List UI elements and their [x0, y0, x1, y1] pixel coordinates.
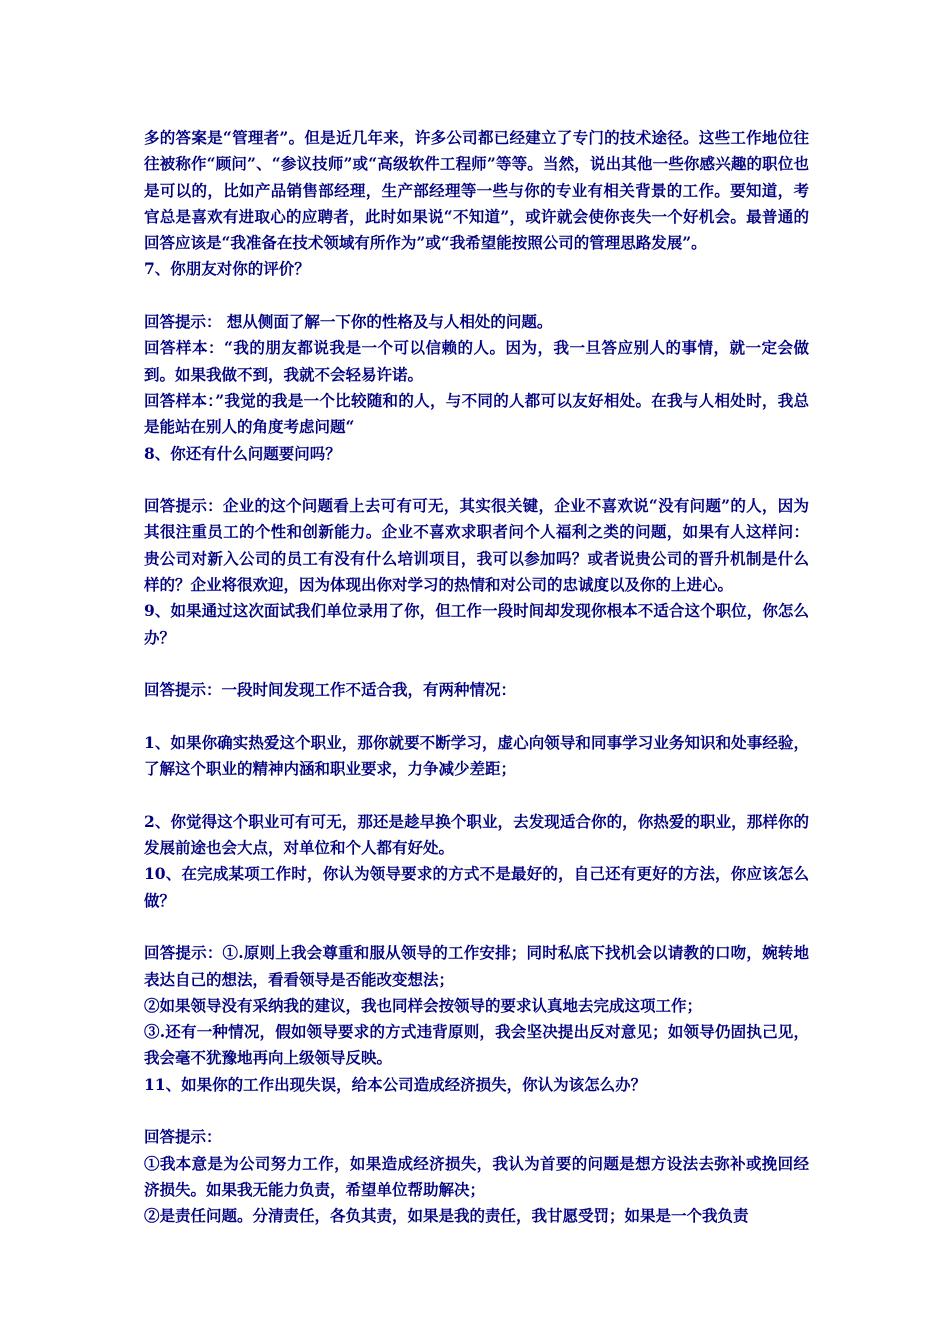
answer-sample-7a: 回答样本：“我的朋友都说我是一个可以信赖的人。因为，我一旦答应别人的事情，就一定会做到。如果我做不到，我就不会轻易许诺。 [144, 338, 809, 384]
document-page [144, 125, 809, 1229]
question-7: 7、你朋友对你的评价？ [144, 259, 310, 279]
blank-line [144, 651, 809, 677]
answer-sample-7b: 回答样本：”我觉的我是一个比较随和的人，与不同的人都可以友好相处。在我与人相处时，我总是能站在别人的角度考虑问题“ [144, 390, 809, 437]
answer-10-point-2: ②如果领导没有采纳我的建议，我也同样会按领导的要求认真地去完成这项工作； [144, 995, 703, 1015]
blank-line [144, 467, 809, 493]
answer-11-point-2: ②是责任问题。分清责任，各负其责，如果是我的责任，我甘愿受罚；如果是一个我负责 [144, 1206, 749, 1226]
answer-10-point-3: ③.还有一种情况，假如领导要求的方式违背原则，我会坚决提出反对意见；如领导仍固执己见，我会毫不犹豫地再向上级领导反映。 [144, 1022, 809, 1068]
paragraph-intro-answer: 多的答案是“管理者”。但是近几年来，许多公司都已经建立了专门的技术途径。这些工作地位往往被称作“顾问”、“参议技师”或“高级软件工程师”等等。当然，说出其他一些你感兴趣的职位也是可以的，比如产品销售部经理，生产部经理等一些与你的专业有相关背景的工作。要知道，考官总是喜欢有进取心的应聘者，此时如果说“不知道”，或许就会使你丧失一个好机会。最普通的回答应该是“我准备在技术领域有所作为”或“我希望能按照公司的管理思路发展”。 [144, 128, 809, 253]
blank-line [144, 704, 809, 730]
answer-9-point-1: 1、如果你确实热爱这个职业，那你就要不断学习，虚心向领导和同事学习业务知识和处事经验，了解这个职业的精神内涵和职业要求，力争减少差距； [144, 732, 809, 779]
question-10: 10、在完成某项工作时，你认为领导要求的方式不是最好的，自己还有更好的方法，你应该怎么做？ [144, 864, 809, 910]
blank-line [144, 782, 809, 808]
answer-hint-11-label: 回答提示： [144, 1127, 222, 1147]
question-8: 8、你还有什么问题要问吗？ [144, 443, 341, 463]
blank-line [144, 283, 809, 309]
question-11: 11、如果你的工作出现失误，给本公司造成经济损失，你认为该怎么办？ [144, 1074, 647, 1094]
answer-hint-10-point-1: 回答提示：①.原则上我会尊重和服从领导的工作安排；同时私底下找机会以请教的口吻，婉转地表达自己的想法，看看领导是否能改变想法； [144, 943, 809, 989]
answer-9-point-2: 2、你觉得这个职业可有可无，那还是趁早换个职业，去发现适合你的，你热爱的职业，那样你的发展前途也会大点，对单位和个人都有好处。 [144, 811, 809, 858]
answer-hint-8: 回答提示：企业的这个问题看上去可有可无，其实很关键，企业不喜欢说“没有问题”的人，因为其很注重员工的个性和创新能力。企业不喜欢求职者问个人福利之类的问题，如果有人这样问：贵公司对新入公司的员工有没有什么培训项目，我可以参加吗？或者说贵公司的晋升机制是什么样的？企业将很欢迎，因为体现出你对学习的热情和对公司的忠诚度以及你的上进心。 [144, 496, 809, 595]
blank-line [144, 1098, 809, 1124]
answer-11-point-1: ①我本意是为公司努力工作，如果造成经济损失，我认为首要的问题是想方设法去弥补或挽回经济损失。如果我无能力负责，希望单位帮助解决； [144, 1153, 809, 1199]
blank-line [144, 914, 809, 940]
question-9: 9、如果通过这次面试我们单位录用了你，但工作一段时间却发现你根本不适合这个职位，你怎么办？ [144, 601, 809, 647]
answer-hint-7: 回答提示： 想从侧面了解一下你的性格及与人相处的问题。 [144, 312, 553, 332]
answer-hint-9: 回答提示：一段时间发现工作不适合我，有两种情况： [144, 680, 517, 700]
